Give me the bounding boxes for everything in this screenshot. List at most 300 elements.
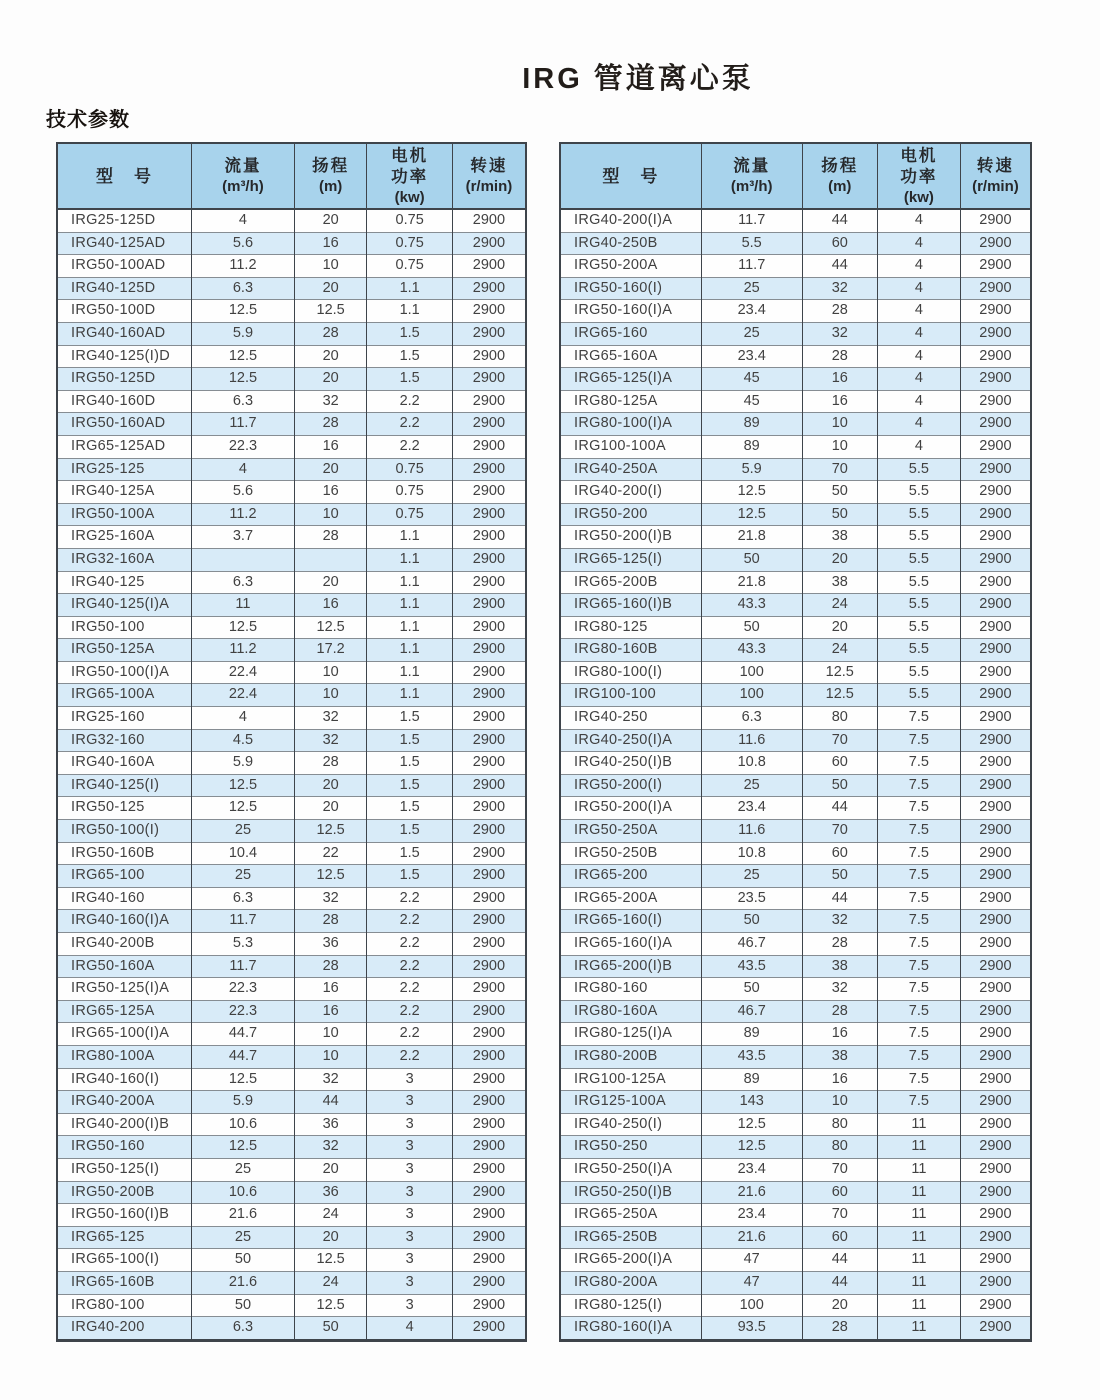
cell-model: IRG80-160B [560, 639, 701, 662]
cell-power: 2.2 [367, 390, 452, 413]
cell-speed: 2900 [960, 458, 1031, 481]
cell-power: 3 [367, 1271, 452, 1294]
cell-flow: 47 [701, 1249, 802, 1272]
cell-power: 2.2 [367, 1045, 452, 1068]
table-row [560, 1271, 1031, 1294]
cell-speed: 2900 [960, 1204, 1031, 1227]
cell-power: 11 [877, 1204, 960, 1227]
cell-flow: 25 [701, 774, 802, 797]
cell-flow: 12.5 [701, 481, 802, 504]
cell-power: 2.2 [367, 1023, 452, 1046]
cell-model: IRG40-200(I) [560, 481, 701, 504]
cell-model: IRG50-125D [57, 368, 192, 391]
flow-header-unit: (m³/h) [730, 178, 773, 195]
cell-model: IRG25-125 [57, 458, 192, 481]
cell-head: 17.2 [294, 639, 367, 662]
cell-model: IRG50-200(I)B [560, 526, 701, 549]
col-header-flow [192, 143, 295, 209]
spec-table [559, 142, 1032, 1342]
power-header-label2: 功率 [900, 167, 938, 186]
cell-power: 3 [367, 1158, 452, 1181]
table-row [57, 526, 526, 549]
table-row [57, 842, 526, 865]
cell-power: 3 [367, 1294, 452, 1317]
cell-speed: 2900 [452, 887, 526, 910]
cell-flow: 46.7 [701, 1000, 802, 1023]
cell-head: 70 [802, 1204, 877, 1227]
cell-model: IRG65-125(I)A [560, 368, 701, 391]
cell-model: IRG50-160 [57, 1136, 192, 1159]
cell-speed: 2900 [452, 661, 526, 684]
cell-model: IRG80-200B [560, 1045, 701, 1068]
model-header-label: 型 号 [602, 166, 660, 186]
cell-speed: 2900 [960, 300, 1031, 323]
flow-header-unit: (m³/h) [222, 178, 264, 195]
cell-head: 20 [294, 277, 367, 300]
cell-flow: 12.5 [701, 503, 802, 526]
cell-flow: 143 [701, 1091, 802, 1114]
table-header [560, 143, 1031, 209]
cell-speed: 2900 [960, 413, 1031, 436]
cell-speed: 2900 [452, 842, 526, 865]
cell-flow: 11.6 [701, 729, 802, 752]
cell-speed: 2900 [960, 1113, 1031, 1136]
col-header-speed [960, 143, 1031, 209]
cell-flow: 25 [192, 1158, 295, 1181]
cell-power: 7.5 [877, 910, 960, 933]
table-row [560, 413, 1031, 436]
cell-speed: 2900 [960, 707, 1031, 730]
cell-model: IRG50-125(I) [57, 1158, 192, 1181]
cell-speed: 2900 [452, 481, 526, 504]
cell-head: 44 [802, 1271, 877, 1294]
cell-power: 7.5 [877, 1045, 960, 1068]
cell-speed: 2900 [960, 526, 1031, 549]
cell-model: IRG50-250(I)A [560, 1158, 701, 1181]
cell-speed: 2900 [452, 209, 526, 232]
cell-flow: 23.5 [701, 887, 802, 910]
cell-flow: 6.3 [192, 390, 295, 413]
cell-flow: 4.5 [192, 729, 295, 752]
cell-flow: 11 [192, 594, 295, 617]
cell-flow: 93.5 [701, 1317, 802, 1341]
cell-speed: 2900 [452, 797, 526, 820]
cell-power: 5.5 [877, 594, 960, 617]
cell-head: 32 [802, 322, 877, 345]
table-row [57, 548, 526, 571]
cell-flow: 100 [701, 1294, 802, 1317]
cell-power: 1.1 [367, 661, 452, 684]
cell-power: 1.1 [367, 639, 452, 662]
table-row [560, 910, 1031, 933]
table-row [57, 1045, 526, 1068]
cell-model: IRG40-200(I)A [560, 209, 701, 232]
cell-speed: 2900 [960, 548, 1031, 571]
cell-power: 7.5 [877, 1000, 960, 1023]
cell-model: IRG50-200A [560, 255, 701, 278]
cell-power: 1.1 [367, 548, 452, 571]
table-row [57, 1204, 526, 1227]
cell-speed: 2900 [452, 707, 526, 730]
cell-flow: 89 [701, 1068, 802, 1091]
cell-speed: 2900 [452, 503, 526, 526]
cell-head: 12.5 [294, 1249, 367, 1272]
cell-speed: 2900 [452, 933, 526, 956]
cell-model: IRG65-200(I)B [560, 955, 701, 978]
cell-head: 60 [802, 752, 877, 775]
table-row [57, 345, 526, 368]
cell-flow: 44.7 [192, 1045, 295, 1068]
table-row [57, 277, 526, 300]
cell-head: 28 [802, 933, 877, 956]
cell-head: 24 [294, 1204, 367, 1227]
cell-flow: 5.3 [192, 933, 295, 956]
cell-head: 36 [294, 1181, 367, 1204]
cell-model: IRG40-160D [57, 390, 192, 413]
cell-head: 20 [294, 368, 367, 391]
cell-head: 16 [802, 390, 877, 413]
cell-power: 1.5 [367, 752, 452, 775]
cell-power: 7.5 [877, 842, 960, 865]
cell-flow: 5.5 [701, 232, 802, 255]
cell-speed: 2900 [960, 1091, 1031, 1114]
cell-model: IRG65-125 [57, 1226, 192, 1249]
cell-head: 24 [802, 639, 877, 662]
cell-model: IRG50-160(I)B [57, 1204, 192, 1227]
power-header-unit: (kw) [903, 188, 934, 206]
cell-power: 1.5 [367, 707, 452, 730]
cell-head: 80 [802, 1113, 877, 1136]
cell-head: 16 [294, 978, 367, 1001]
table-row [560, 1317, 1031, 1341]
cell-model: IRG80-100(I) [560, 661, 701, 684]
table-row [57, 503, 526, 526]
cell-flow: 45 [701, 390, 802, 413]
cell-power: 1.1 [367, 684, 452, 707]
cell-flow: 50 [701, 616, 802, 639]
cell-head: 16 [802, 368, 877, 391]
cell-power: 11 [877, 1181, 960, 1204]
cell-power: 4 [877, 209, 960, 232]
cell-model: IRG32-160 [57, 729, 192, 752]
cell-speed: 2900 [960, 865, 1031, 888]
cell-flow: 21.8 [701, 571, 802, 594]
power-header-unit: (kw) [394, 188, 425, 206]
table-row [57, 300, 526, 323]
table-row [57, 978, 526, 1001]
cell-power: 11 [877, 1226, 960, 1249]
cell-head: 50 [802, 774, 877, 797]
cell-model: IRG40-250 [560, 707, 701, 730]
cell-model: IRG65-160(I) [560, 910, 701, 933]
cell-head: 16 [802, 1068, 877, 1091]
cell-head: 16 [294, 435, 367, 458]
table-row [57, 481, 526, 504]
cell-speed: 2900 [452, 1249, 526, 1272]
table-row [560, 390, 1031, 413]
cell-flow: 43.5 [701, 1045, 802, 1068]
cell-head: 12.5 [294, 820, 367, 843]
table-row [57, 368, 526, 391]
speed-header-label: 转速 [470, 157, 508, 175]
cell-flow: 12.5 [701, 1136, 802, 1159]
cell-speed: 2900 [452, 1158, 526, 1181]
table-row [57, 752, 526, 775]
cell-model: IRG50-160(I) [560, 277, 701, 300]
cell-flow: 5.9 [192, 752, 295, 775]
cell-head: 60 [802, 232, 877, 255]
cell-flow: 50 [701, 910, 802, 933]
cell-power: 11 [877, 1271, 960, 1294]
cell-speed: 2900 [960, 1181, 1031, 1204]
table-row [560, 503, 1031, 526]
cell-head: 60 [802, 1181, 877, 1204]
cell-head: 28 [294, 752, 367, 775]
cell-head: 38 [802, 1045, 877, 1068]
cell-power: 1.1 [367, 616, 452, 639]
power-header-label2: 功率 [391, 167, 429, 186]
cell-model: IRG100-100A [560, 435, 701, 458]
cell-flow: 11.7 [192, 955, 295, 978]
table-row [560, 661, 1031, 684]
cell-model: IRG40-250(I)B [560, 752, 701, 775]
cell-power: 0.75 [367, 232, 452, 255]
cell-power: 2.2 [367, 435, 452, 458]
cell-power: 2.2 [367, 955, 452, 978]
cell-power: 1.1 [367, 571, 452, 594]
cell-speed: 2900 [452, 1068, 526, 1091]
cell-head: 60 [802, 1226, 877, 1249]
cell-speed: 2900 [960, 955, 1031, 978]
table-row [57, 887, 526, 910]
cell-speed: 2900 [960, 255, 1031, 278]
cell-speed: 2900 [452, 1204, 526, 1227]
cell-speed: 2900 [452, 752, 526, 775]
cell-speed: 2900 [452, 1271, 526, 1294]
cell-head: 50 [294, 1317, 367, 1341]
cell-power: 4 [877, 368, 960, 391]
cell-flow: 6.3 [701, 707, 802, 730]
cell-head: 20 [294, 571, 367, 594]
table-row [57, 209, 526, 232]
cell-model: IRG50-200(I) [560, 774, 701, 797]
cell-model: IRG80-125 [560, 616, 701, 639]
cell-flow: 12.5 [192, 368, 295, 391]
cell-flow: 10.4 [192, 842, 295, 865]
head-header-label: 扬程 [821, 157, 859, 175]
cell-speed: 2900 [452, 1181, 526, 1204]
cell-model: IRG50-160AD [57, 413, 192, 436]
cell-flow: 3.7 [192, 526, 295, 549]
cell-power: 11 [877, 1136, 960, 1159]
cell-power: 0.75 [367, 481, 452, 504]
cell-head: 10 [294, 684, 367, 707]
cell-flow: 4 [192, 707, 295, 730]
cell-power: 2.2 [367, 910, 452, 933]
table-row [57, 729, 526, 752]
cell-speed: 2900 [960, 232, 1031, 255]
cell-head: 10 [802, 1091, 877, 1114]
cell-speed: 2900 [960, 1068, 1031, 1091]
cell-head: 20 [294, 458, 367, 481]
cell-power: 7.5 [877, 1023, 960, 1046]
cell-model: IRG50-250 [560, 1136, 701, 1159]
col-header-head [802, 143, 877, 209]
head-header-unit: (m) [828, 178, 852, 195]
cell-flow: 11.2 [192, 503, 295, 526]
table-row [560, 1294, 1031, 1317]
cell-speed: 2900 [452, 684, 526, 707]
cell-flow: 43.3 [701, 639, 802, 662]
table-row [57, 1136, 526, 1159]
cell-speed: 2900 [960, 797, 1031, 820]
cell-power: 11 [877, 1113, 960, 1136]
cell-model: IRG50-100(I) [57, 820, 192, 843]
cell-head: 10 [294, 1023, 367, 1046]
cell-head: 36 [294, 1113, 367, 1136]
table-row [57, 797, 526, 820]
cell-speed: 2900 [452, 1000, 526, 1023]
cell-speed: 2900 [452, 1226, 526, 1249]
cell-head: 80 [802, 1136, 877, 1159]
table-row [560, 774, 1031, 797]
cell-head: 28 [802, 1317, 877, 1341]
cell-flow: 100 [701, 684, 802, 707]
cell-speed: 2900 [960, 368, 1031, 391]
cell-model: IRG40-125D [57, 277, 192, 300]
cell-power: 1.1 [367, 277, 452, 300]
cell-head: 32 [294, 1136, 367, 1159]
cell-flow: 10.6 [192, 1113, 295, 1136]
cell-model: IRG50-250B [560, 842, 701, 865]
cell-power: 0.75 [367, 255, 452, 278]
table-row [57, 910, 526, 933]
cell-power: 3 [367, 1204, 452, 1227]
cell-flow: 6.3 [192, 277, 295, 300]
cell-model: IRG65-100A [57, 684, 192, 707]
cell-speed: 2900 [452, 413, 526, 436]
cell-model: IRG50-250A [560, 820, 701, 843]
table-row [560, 1045, 1031, 1068]
cell-power: 3 [367, 1181, 452, 1204]
cell-model: IRG80-125(I) [560, 1294, 701, 1317]
cell-power: 7.5 [877, 774, 960, 797]
cell-model: IRG65-160(I)A [560, 933, 701, 956]
cell-power: 1.5 [367, 322, 452, 345]
cell-speed: 2900 [960, 1023, 1031, 1046]
col-header-power [367, 143, 452, 209]
cell-head: 32 [294, 1068, 367, 1091]
cell-power: 7.5 [877, 1068, 960, 1091]
cell-head: 10 [294, 503, 367, 526]
cell-speed: 2900 [452, 594, 526, 617]
cell-model: IRG65-160B [57, 1271, 192, 1294]
cell-speed: 2900 [960, 1158, 1031, 1181]
cell-model: IRG50-100AD [57, 255, 192, 278]
table-row [560, 1181, 1031, 1204]
cell-model: IRG40-125(I) [57, 774, 192, 797]
cell-head: 12.5 [294, 1294, 367, 1317]
table-row [57, 865, 526, 888]
cell-flow: 5.9 [701, 458, 802, 481]
cell-head: 44 [802, 255, 877, 278]
cell-power: 7.5 [877, 933, 960, 956]
cell-flow: 12.5 [192, 616, 295, 639]
cell-power: 1.5 [367, 345, 452, 368]
cell-head: 70 [802, 729, 877, 752]
cell-speed: 2900 [452, 300, 526, 323]
table-row [560, 1000, 1031, 1023]
cell-model: IRG32-160A [57, 548, 192, 571]
cell-model: IRG65-160A [560, 345, 701, 368]
cell-flow: 22.4 [192, 684, 295, 707]
cell-flow: 89 [701, 1023, 802, 1046]
cell-flow: 23.4 [701, 300, 802, 323]
cell-head: 20 [294, 209, 367, 232]
cell-flow: 11.2 [192, 255, 295, 278]
cell-model: IRG50-100(I)A [57, 661, 192, 684]
table-row [560, 458, 1031, 481]
cell-power: 5.5 [877, 639, 960, 662]
cell-model: IRG100-125A [560, 1068, 701, 1091]
cell-flow: 12.5 [192, 345, 295, 368]
cell-speed: 2900 [452, 1023, 526, 1046]
table-row [57, 1181, 526, 1204]
table-row [57, 255, 526, 278]
cell-head: 16 [802, 1023, 877, 1046]
table-row [560, 526, 1031, 549]
cell-power: 5.5 [877, 571, 960, 594]
table-row [57, 1023, 526, 1046]
cell-power: 4 [367, 1317, 452, 1341]
cell-model: IRG65-125(I) [560, 548, 701, 571]
table-row [560, 594, 1031, 617]
cell-power: 5.5 [877, 481, 960, 504]
cell-speed: 2900 [452, 571, 526, 594]
table-row [57, 322, 526, 345]
table-row [57, 390, 526, 413]
cell-head: 10 [294, 1045, 367, 1068]
table-row [57, 232, 526, 255]
cell-model: IRG40-125A [57, 481, 192, 504]
cell-flow: 21.6 [701, 1226, 802, 1249]
cell-flow: 25 [192, 820, 295, 843]
cell-flow: 23.4 [701, 797, 802, 820]
table-row [57, 661, 526, 684]
cell-speed: 2900 [452, 1091, 526, 1114]
cell-power: 11 [877, 1249, 960, 1272]
cell-flow: 12.5 [192, 797, 295, 820]
cell-model: IRG65-125AD [57, 435, 192, 458]
cell-speed: 2900 [452, 548, 526, 571]
table-row [57, 1271, 526, 1294]
cell-power: 7.5 [877, 729, 960, 752]
cell-model: IRG40-250(I) [560, 1113, 701, 1136]
cell-power: 11 [877, 1317, 960, 1341]
table-row [560, 1226, 1031, 1249]
col-header-model [560, 143, 701, 209]
cell-speed: 2900 [960, 729, 1031, 752]
cell-speed: 2900 [452, 955, 526, 978]
cell-head: 22 [294, 842, 367, 865]
head-header-unit: (m) [318, 178, 343, 195]
cell-flow: 6.3 [192, 887, 295, 910]
cell-speed: 2900 [960, 1317, 1031, 1341]
head-header-label: 扬程 [312, 157, 350, 175]
cell-flow: 11.6 [701, 820, 802, 843]
cell-head: 10 [294, 255, 367, 278]
table-row [57, 413, 526, 436]
